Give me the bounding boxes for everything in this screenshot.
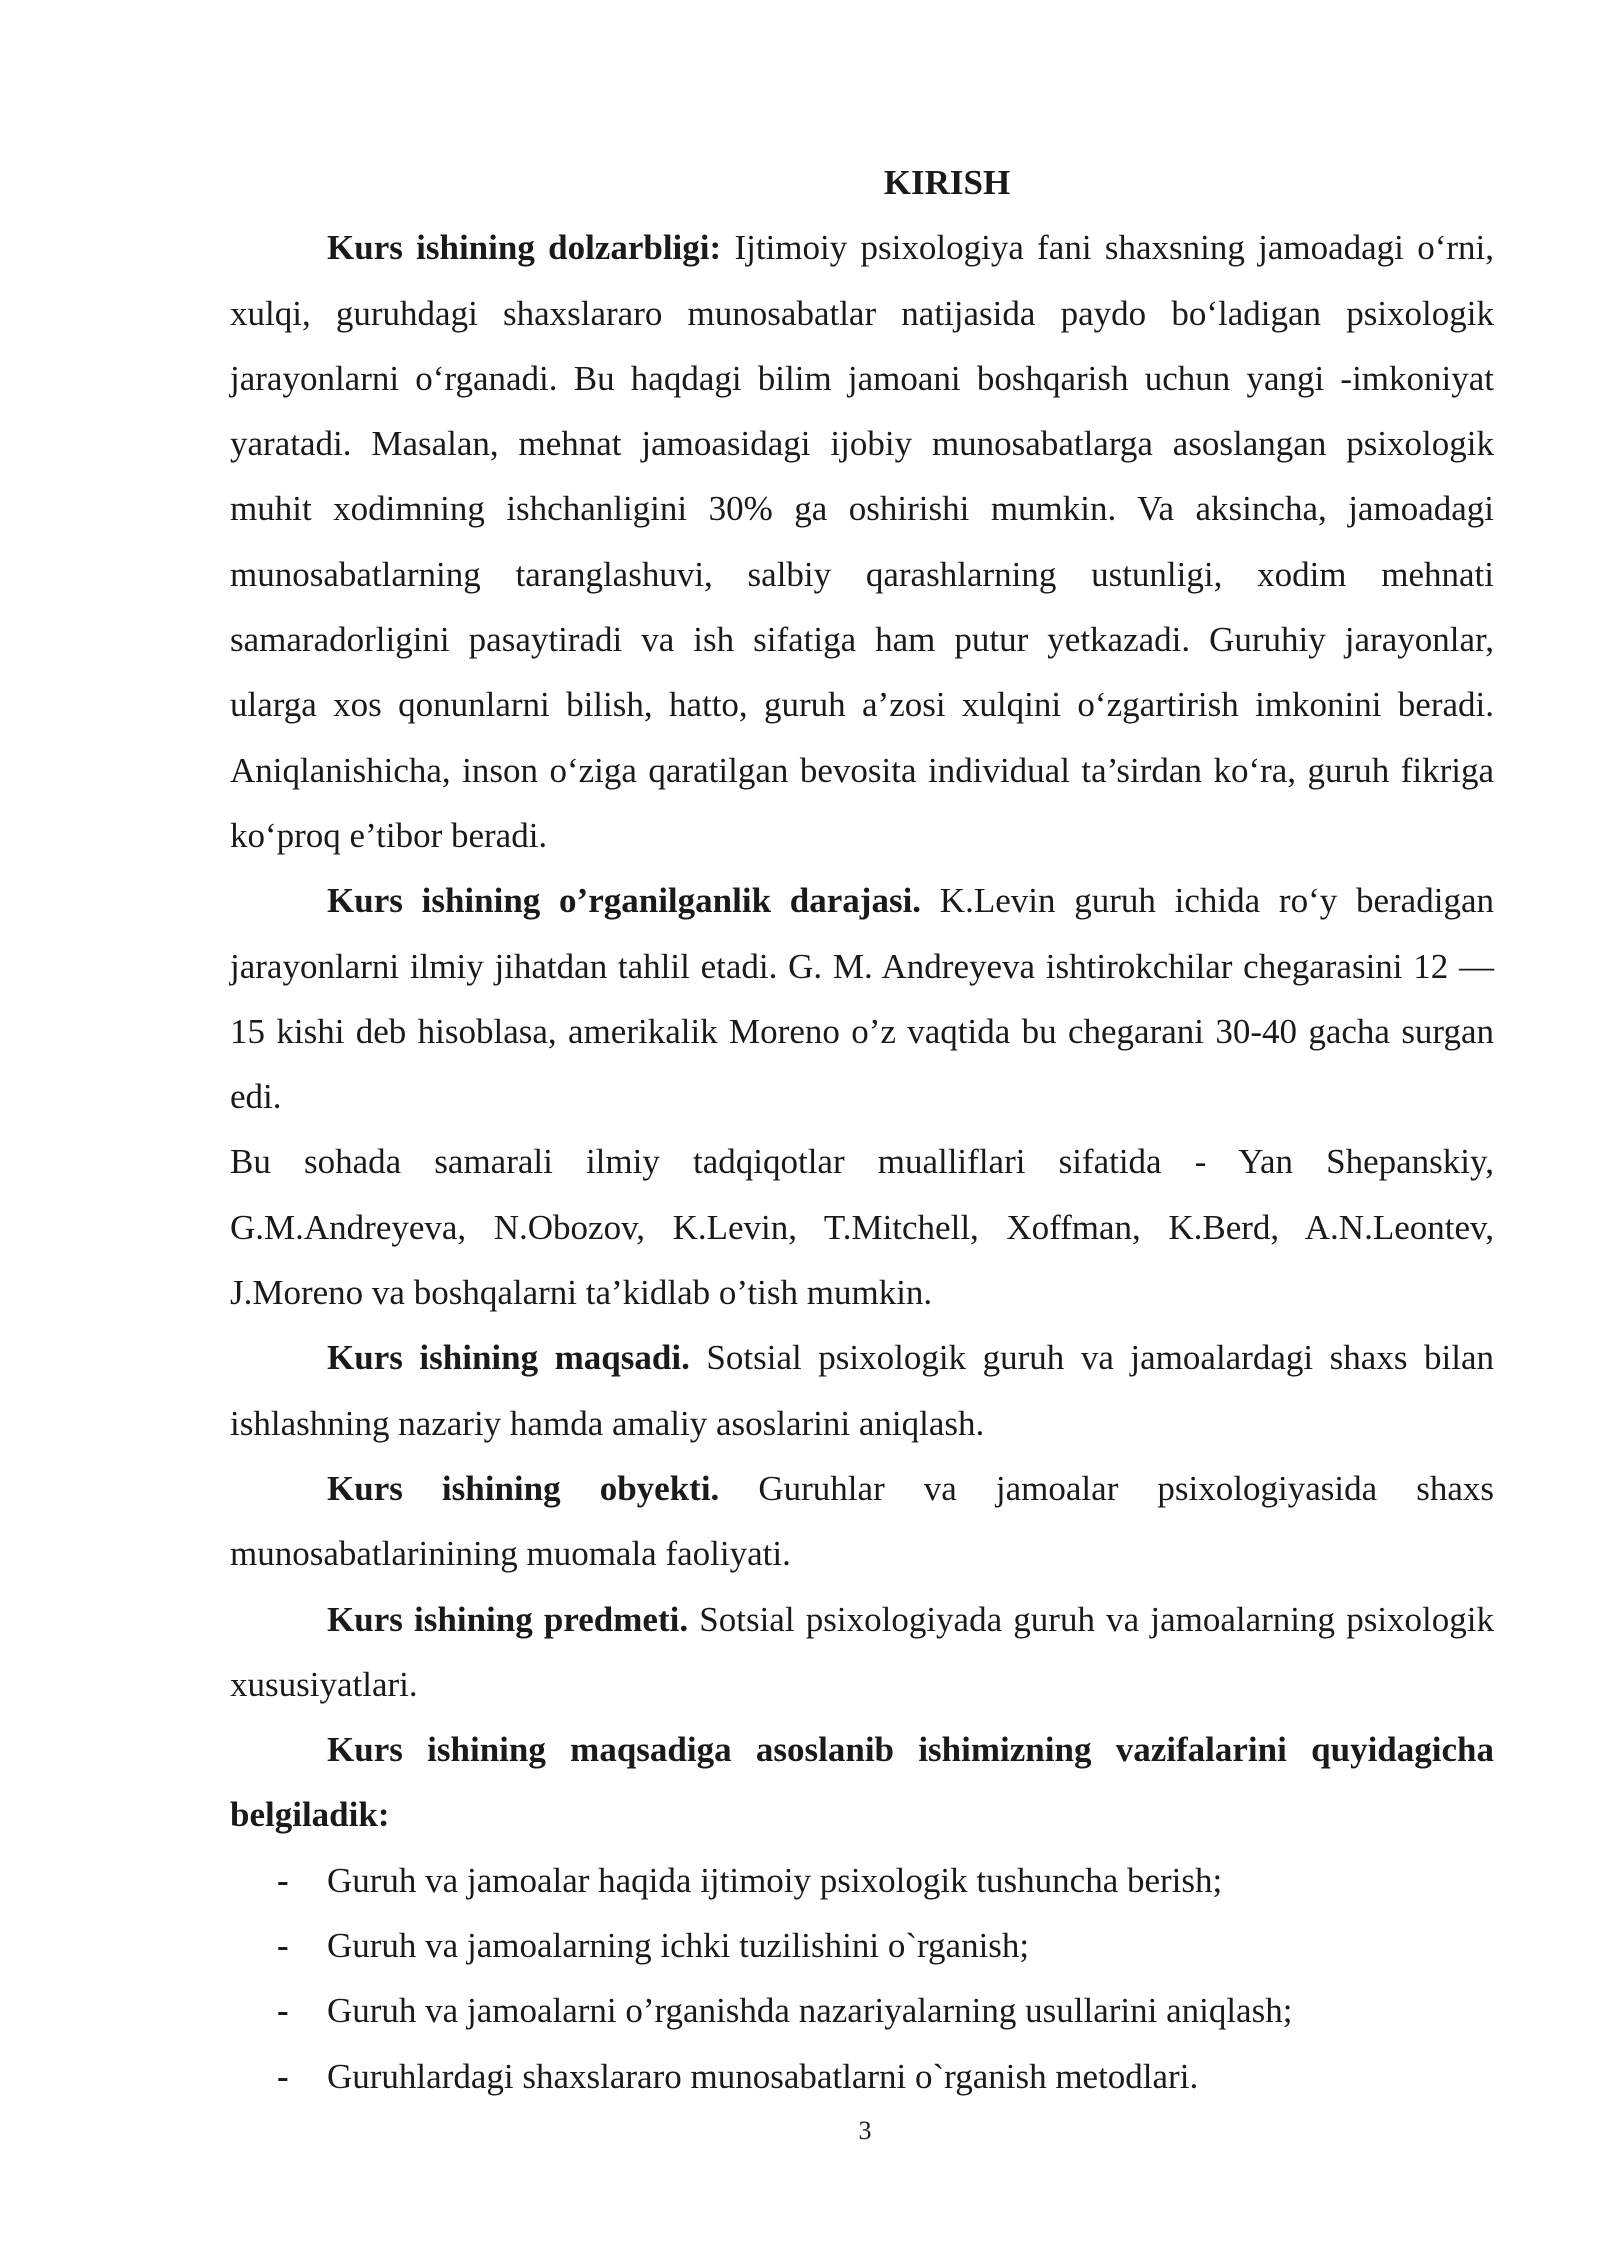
page-number: 3	[858, 2116, 872, 2145]
section-study-level	[230, 868, 1494, 1129]
section-authors	[230, 1129, 1494, 1325]
section-text: Bu sohada samarali ilmiy tadqiqotlar mualliflari sifatida - Yan Shepanskiy, G.M.Andreyeva, N.Obozov, K.Levin, T.Mitchell, Xoffman, K.Berd, A.N.Leontev, J.Moreno va boshqalarni ta’kidlab o’tish mumkin.	[230, 1142, 1494, 1313]
list-marker: -	[277, 1860, 289, 1900]
section-lead: Kurs ishining maqsadi.	[327, 1338, 690, 1378]
section-relevance	[230, 215, 1494, 868]
section-lead: Kurs ishining dolzarbligi:	[327, 228, 722, 268]
list-marker: -	[277, 1926, 289, 1966]
list-item-text: Guruh va jamoalarni o’rganishda nazariyalarning usullarini aniqlash;	[327, 1991, 1293, 2031]
section-goal	[230, 1325, 1494, 1456]
section-lead: Kurs ishining obyekti.	[327, 1468, 720, 1508]
section-text: Sotsial psixologik guruh va jamoalardagi shaxs bilan ishlashning nazariy hamda amaliy asoslarini aniqlash.	[230, 1338, 1494, 1443]
section-text: K.Levin guruh ichida ro‘y beradigan jarayonlarni ilmiy jihatdan tahlil etadi. G. M. Andreyeva ishtirokchilar chegarasini 12 — 15 kishi deb hisoblasa, amerikalik Moreno o’z vaqtida bu chegarani 30-40 gacha surgan edi.	[230, 881, 1494, 1117]
list-item	[230, 2044, 1494, 2109]
tasks-heading: Kurs ishining maqsadiga asoslanib ishimizning vazifalarini quyidagicha belgiladik:	[230, 1730, 1494, 1835]
section-object	[230, 1456, 1494, 1587]
tasks-list	[230, 1848, 1494, 2109]
list-item	[230, 1978, 1494, 2043]
section-lead: Kurs ishining o’rganilganlik darajasi.	[327, 881, 922, 921]
list-item	[230, 1848, 1494, 1913]
list-item	[230, 1913, 1494, 1978]
section-lead: Kurs ishining predmeti.	[327, 1599, 689, 1639]
document-page	[230, 150, 1494, 2109]
section-subject	[230, 1587, 1494, 1718]
list-item-text: Guruh va jamoalarning ichki tuzilishini o`rganish;	[327, 1926, 1030, 1966]
list-marker: -	[277, 1991, 289, 2031]
section-text: Sotsial psixologiyada guruh va jamoalarning psixologik xususiyatlari.	[230, 1599, 1494, 1704]
list-item-text: Guruh va jamoalar haqida ijtimoiy psixologik tushuncha berish;	[327, 1860, 1223, 1900]
section-text: Guruhlar va jamoalar psixologiyasida shaxs munosabatlarinining muomala faoliyati.	[230, 1468, 1494, 1574]
list-item-text: Guruhlardagi shaxslararo munosabatlarni o`rganish metodlari.	[327, 2056, 1199, 2096]
page-title: KIRISH	[883, 163, 1011, 202]
section-text: Ijtimoiy psixologiya fani shaxsning jamoadagi o‘rni, xulqi, guruhdagi shaxslararo munosabatlar natijasida paydo bo‘ladigan psixologik jarayonlarni o‘rganadi. Bu haqdagi bilim jamoani boshqarish uchun yangi -imkoniyat yaratadi. Masalan, mehnat jamoasidagi ijobiy munosabatlarga asoslangan psixologik muhit xodimning ishchanligini 30% ga oshirishi mumkin. Va aksincha, jamoadagi munosabatlarning taranglashuvi, salbiy qarashlarning ustunligi, xodim mehnati samaradorligini pasaytiradi va ish sifatiga ham putur yetkazadi. Guruhiy jarayonlar, ularga xos qonunlarni bilish, hatto, guruh a’zosi xulqini o‘zgartirish imkonini beradi. Aniqlanishicha, inson o‘ziga qaratilgan bevosita individual ta’sirdan ko‘ra, guruh fikriga ko‘proq e’tibor beradi.	[230, 228, 1494, 855]
list-marker: -	[277, 2056, 289, 2096]
